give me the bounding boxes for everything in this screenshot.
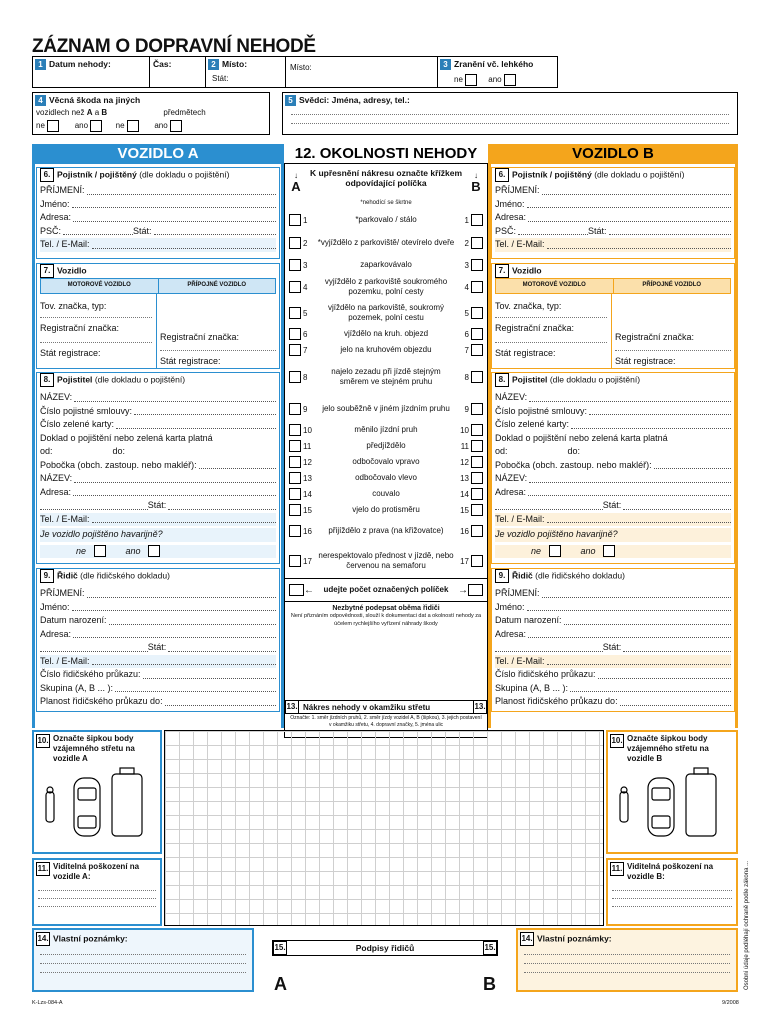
time-field[interactable]: Čas: (150, 56, 206, 88)
circumstance-row (285, 396, 487, 422)
circumstance-a-checkbox[interactable] (289, 237, 301, 249)
vehA-impact-section: 10. Označte šipkou body vzájemného střetu na vozidle A (32, 730, 162, 854)
circumstance-row (285, 470, 487, 486)
circumstance-b-checkbox[interactable] (471, 237, 483, 249)
vehB-driver-surname-input[interactable] (542, 597, 731, 598)
circumstance-row (285, 422, 487, 438)
damage-field: 4 Věcná škoda na jiných vozidlech než A a B předmětech ne ano ne ano (32, 92, 270, 135)
circumstances-list (285, 210, 487, 578)
vehA-notes-section[interactable]: 14. Vlastní poznámky: (32, 928, 254, 992)
vehA-psc-input[interactable] (63, 234, 133, 235)
circumstance-b-checkbox[interactable] (471, 344, 483, 356)
vehA-driver-state-input[interactable] (168, 651, 276, 652)
vehB-branch-address2-input[interactable] (495, 509, 603, 510)
vehA-policy-input[interactable] (134, 414, 276, 415)
circumstance-a-checkbox[interactable] (289, 371, 301, 383)
circumstance-label: jelo na kruhovém objezdu (340, 345, 432, 354)
damage-objects-yes-checkbox[interactable] (170, 120, 182, 132)
vehA-casco-no-checkbox[interactable] (94, 545, 106, 557)
circumstance-a-checkbox[interactable] (289, 214, 301, 226)
count-b-box[interactable] (468, 584, 483, 596)
circumstance-label: vjíždělo na parkoviště, soukromý pozemek, polní cestu (327, 303, 445, 322)
vehB-impact-section: 10. Označte šipkou body vzájemného střetu na vozidle B (606, 730, 738, 854)
vehA-branch-input[interactable] (199, 468, 276, 469)
circumstances-panel: ↓ A K upřesnění nákresu označte křížkem odpovídající políčka ↓ B *nehodící se škrtne 1 *parkovalo / stálo 1 2 *vyjíždělo z parkoviště/ otevírelo dveře 2 3 zaparkovávalo 3 4 vyjíždělo z parkoviště soukromého pozemku, polní cesty 4 5 vjíždělo na parkoviště, soukromý pozemek, polní cestu 5 6 vjíždělo na kruh. objezd 6 7 jelo na kruhovém objezdu 7 8 najelo zezadu při jízdě stejným směrem ve stejném pruhu 8 9 jelo souběžně v jiném jízdním pruhu 9 10 měnilo jízdní pruh 10 11 předjíždělo 11 12 odbočovalo vpravo 12 13 odbočovalo vlevo 13 14 couvalo 14 15 vjelo do protisměru 15 16 přijíždělo z prava (na křižovatce) 16 17 nerespektovalo přednost v jízdě, nebo červenou na semaforu 17 ← udejte počet označených políček → Nezbytné podepsat oběma řidiči Není přiznáním odpovědnosti, slouží k dokumentaci dat a okolností nehody za účelem rychlejšího vyřízení náhrady škody (284, 164, 488, 738)
circumstance-number-b: 6 (464, 329, 469, 339)
vehA-casco-yes-checkbox[interactable] (148, 545, 160, 557)
vehA-policyholder-section: 6. Pojistník / pojištěný (dle dokladu o pojištění) PŘÍJMENÍ: Jméno: Adresa: PSČ: Stát: Tel. / E-Mail: (36, 167, 280, 259)
circumstance-row (285, 438, 487, 454)
circumstance-number-a: 2 (303, 238, 308, 248)
sketch-title: 13. Nákres nehody v okamžiku střetu 13. (284, 700, 488, 714)
circumstance-label: odbočovalo vlevo (355, 473, 417, 482)
circumstance-b-checkbox[interactable] (471, 424, 483, 436)
signatures-title: 15. Podpisy řidičů 15. (272, 940, 498, 956)
vehB-vehicle-section: 7. Vozidlo MOTOROVÉ VOZIDLO PŘÍPOJNÉ VOZIDLO Tov. značka, typ: Registrační značka: Stát registrace: Registrační značka: Stát registrace: (491, 263, 735, 369)
vehB-driver-licence-input[interactable] (598, 678, 731, 679)
sketch-note: Označte: 1. směr jízdních pruhů, 2. směr jízdy vozidel A, B (šipkou), 3. jejich postavení v okamžiku střetu, 4. dopravní značky, 5. jména ulic (290, 715, 482, 728)
page-title: ZÁZNAM O DOPRAVNÍ NEHODĚ (32, 36, 316, 57)
circumstance-number-a: 8 (303, 372, 308, 382)
circumstance-b-checkbox[interactable] (471, 403, 483, 415)
vehB-vehicle-diagram-icon[interactable] (608, 766, 736, 842)
vehB-branch-name-input[interactable] (529, 482, 731, 483)
circumstance-a-checkbox[interactable] (289, 488, 301, 500)
circumstance-number-a: 6 (303, 329, 308, 339)
circumstance-number-a: 1 (303, 215, 308, 225)
circumstance-number-b: 10 (460, 425, 469, 435)
circumstance-number-a: 15 (303, 505, 312, 515)
vehB-psc-input[interactable] (518, 234, 588, 235)
circumstance-a-checkbox[interactable] (289, 424, 301, 436)
circumstance-b-checkbox[interactable] (471, 214, 483, 226)
vehA-driver-section: 9. Řidič (dle řidičského dokladu) PŘÍJMENÍ: Jméno: Datum narození: Adresa: Stát: Tel. / E-Mail: Číslo řidičského průkazu: Skupina (A, B ... ): Planost řidičského průkazu do: (36, 568, 280, 712)
vehB-driver-valid-input[interactable] (620, 705, 731, 706)
circumstance-row (285, 486, 487, 502)
circumstance-b-checkbox[interactable] (471, 504, 483, 516)
vehB-driver-address2-input[interactable] (495, 651, 603, 652)
circumstance-label: *vyjíždělo z parkoviště/ otevírelo dveře (317, 238, 455, 247)
circumstance-number-a: 10 (303, 425, 312, 435)
circumstance-number-a: 16 (303, 526, 312, 536)
vehA-state-input[interactable] (154, 234, 276, 235)
circumstance-number-a: 5 (303, 308, 308, 318)
vehA-driver-group-input[interactable] (115, 691, 276, 692)
circumstance-number-a: 7 (303, 345, 308, 355)
circumstance-a-checkbox[interactable] (289, 307, 301, 319)
circumstance-b-checkbox[interactable] (471, 281, 483, 293)
circumstance-number-b: 9 (464, 404, 469, 414)
circumstance-label: couvalo (372, 489, 400, 498)
circumstance-number-b: 7 (464, 345, 469, 355)
circumstance-row (285, 256, 487, 274)
circumstance-label: najelo zezadu při jízdě stejným směrem ve stejném pruhu (331, 367, 441, 386)
circumstance-label: vyjíždělo z parkoviště soukromého pozemku, polní cesty (324, 277, 448, 296)
vehA-driver-name-input[interactable] (72, 610, 276, 611)
circumstance-a-checkbox[interactable] (289, 504, 301, 516)
damage-vehicles-yes-checkbox[interactable] (90, 120, 102, 132)
vehB-tel-input[interactable] (547, 248, 731, 249)
circumstance-number-b: 15 (460, 505, 469, 515)
vehA-vehicle-section: 7. Vozidlo MOTOROVÉ VOZIDLO PŘÍPOJNÉ VOZIDLO Tov. značka, typ: Registrační značka: Stát registrace: Registrační značka: Stát registrace: (36, 263, 280, 369)
circumstance-number-b: 12 (460, 457, 469, 467)
circumstance-row (285, 326, 487, 342)
circumstance-number-b: 11 (460, 441, 469, 451)
vehA-branch-tel-input[interactable] (92, 522, 276, 523)
vehA-driver-address-input[interactable] (73, 637, 276, 638)
injured-no-checkbox[interactable] (465, 74, 477, 86)
vehB-driver-group-input[interactable] (570, 691, 731, 692)
circumstance-label: nerespektovalo přednost v jízdě, nebo červenou na semaforu (318, 551, 454, 570)
circumstance-b-checkbox[interactable] (471, 456, 483, 468)
circumstance-row (285, 342, 487, 358)
circumstance-b-checkbox[interactable] (471, 440, 483, 452)
circumstance-row (285, 358, 487, 396)
vehA-surname-input[interactable] (87, 194, 276, 195)
circumstance-a-checkbox[interactable] (289, 472, 301, 484)
vehB-branch-address-input[interactable] (528, 495, 731, 496)
circumstance-row (285, 230, 487, 256)
circumstance-number-b: 3 (464, 260, 469, 270)
circumstance-a-checkbox[interactable] (289, 281, 301, 293)
circumstance-number-a: 9 (303, 404, 308, 414)
circumstance-number-a: 3 (303, 260, 308, 270)
place-field[interactable]: 2 Místo: Stát: (206, 56, 286, 88)
vehA-damage-section: 11. Viditelná poškození na vozidle A: (32, 858, 162, 926)
vehA-driver-surname-input[interactable] (87, 597, 276, 598)
vehB-driver-name-input[interactable] (527, 610, 731, 611)
vehicle-a-header: VOZIDLO A (32, 144, 284, 164)
circumstances-header: 12. OKOLNOSTI NEHODY (284, 144, 488, 164)
damage-objects-no-checkbox[interactable] (127, 120, 139, 132)
vehA-driver-birth-input[interactable] (109, 624, 276, 625)
vehB-driver-address-input[interactable] (528, 637, 731, 638)
circumstance-a-checkbox[interactable] (289, 555, 301, 567)
injured-yes-checkbox[interactable] (504, 74, 516, 86)
circumstance-a-checkbox[interactable] (289, 259, 301, 271)
circumstance-a-checkbox[interactable] (289, 440, 301, 452)
circumstance-number-b: 13 (460, 473, 469, 483)
circumstance-label: odbočovalo vpravo (352, 457, 420, 466)
vehA-driver-valid-input[interactable] (165, 705, 276, 706)
vehA-branch-name-input[interactable] (74, 482, 276, 483)
sketch-grid[interactable] (164, 730, 604, 926)
vehB-casco-yes-checkbox[interactable] (603, 545, 615, 557)
circumstance-b-checkbox[interactable] (471, 555, 483, 567)
vehA-tel-input[interactable] (92, 248, 276, 249)
witnesses-field[interactable]: 5 Svědci: Jména, adresy, tel.: (282, 92, 738, 135)
circumstance-number-a: 13 (303, 473, 312, 483)
circumstance-row (285, 274, 487, 300)
vehA-branch-state-input[interactable] (168, 509, 276, 510)
damage-vehicles-no-checkbox[interactable] (47, 120, 59, 132)
circumstance-number-a: 11 (303, 441, 312, 451)
circumstance-b-checkbox[interactable] (471, 328, 483, 340)
circumstance-number-a: 17 (303, 556, 312, 566)
vehA-address-input[interactable] (73, 221, 276, 222)
circumstance-b-checkbox[interactable] (471, 259, 483, 271)
vehB-driver-state-input[interactable] (623, 651, 731, 652)
circumstance-row (285, 300, 487, 326)
vehB-driver-tel-input[interactable] (547, 664, 731, 665)
circumstance-number-a: 12 (303, 457, 312, 467)
vehB-insurer-name-input[interactable] (529, 401, 731, 402)
circumstance-number-a: 14 (303, 489, 312, 499)
vehB-branch-input[interactable] (654, 468, 731, 469)
circumstance-row (285, 502, 487, 518)
circumstance-label: jelo souběžně v jiném jízdním pruhu (322, 404, 450, 413)
circumstance-number-b: 5 (464, 308, 469, 318)
circumstance-number-b: 17 (460, 556, 469, 566)
circumstance-a-checkbox[interactable] (289, 456, 301, 468)
vehB-notes-section[interactable]: 14. Vlastní poznámky: (516, 928, 738, 992)
injured-field: 3 Zranění vč. lehkého ne ano (438, 56, 558, 88)
vehB-branch-tel-input[interactable] (547, 522, 731, 523)
circumstance-label: měnilo jízdní pruh (354, 425, 418, 434)
circumstance-b-checkbox[interactable] (471, 307, 483, 319)
vehB-address-input[interactable] (528, 221, 731, 222)
circumstance-number-b: 1 (464, 215, 469, 225)
vehB-branch-state-input[interactable] (623, 509, 731, 510)
circumstance-a-checkbox[interactable] (289, 403, 301, 415)
circumstance-b-checkbox[interactable] (471, 472, 483, 484)
vehB-insurer-section: 8. Pojistitel (dle dokladu o pojištění) NÁZEV: Číslo pojistné smlouvy: Číslo zelené karty: Doklad o pojištění nebo zelená karta platná od: do: Pobočka (obch. zastoup. nebo makléř): NÁZEV: Adresa: Stát: Tel. / E-Mail: Je vozidlo pojištěno havarijně? ne ano (491, 372, 735, 564)
date-field[interactable]: 1 Datum nehody: (32, 56, 150, 88)
vehA-driver-licence-input[interactable] (143, 678, 276, 679)
vehA-driver-tel-input[interactable] (92, 664, 276, 665)
vehA-insurer-name-input[interactable] (74, 401, 276, 402)
vehB-surname-input[interactable] (542, 194, 731, 195)
vehB-driver-birth-input[interactable] (564, 624, 731, 625)
vehB-greencard-input[interactable] (571, 428, 731, 429)
place2-field[interactable]: Místo: (286, 56, 438, 88)
signatures-area[interactable] (272, 956, 498, 996)
vehicle-b-header: VOZIDLO B (488, 144, 738, 164)
circumstance-a-checkbox[interactable] (289, 328, 301, 340)
vehA-name-input[interactable] (72, 207, 276, 208)
circumstance-number-b: 14 (460, 489, 469, 499)
circumstance-row (285, 454, 487, 470)
footer-code: K-Lzs-084-A (32, 1000, 63, 1006)
circumstance-row (285, 544, 487, 578)
vehA-insurer-section: 8. Pojistitel (dle dokladu o pojištění) NÁZEV: Číslo pojistné smlouvy: Číslo zelené karty: Doklad o pojištění nebo zelená karta platná od: do: Pobočka (obch. zastoup. nebo makléř): NÁZEV: Adresa: Stát: Tel. / E-Mail: Je vozidlo pojištěno havarijně? ne ano (36, 372, 280, 564)
vehB-policy-input[interactable] (589, 414, 731, 415)
circumstance-number-b: 4 (464, 282, 469, 292)
side-note: Osobní údaje podléhají ochraně podle zákona ... (744, 860, 750, 990)
signature-a-letter: A (274, 974, 287, 994)
circumstance-b-checkbox[interactable] (471, 525, 483, 537)
vehB-driver-section: 9. Řidič (dle řidičského dokladu) PŘÍJMENÍ: Jméno: Datum narození: Adresa: Stát: Tel. / E-Mail: Číslo řidičského průkazu: Skupina (A, B ... ): Planost řidičského průkazu do: (491, 568, 735, 712)
vehB-name-input[interactable] (527, 207, 731, 208)
circumstance-number-b: 2 (464, 238, 469, 248)
vehB-damage-section: 11. Viditelná poškození na vozidle B: (606, 858, 738, 926)
vehB-state-input[interactable] (609, 234, 731, 235)
circumstance-b-checkbox[interactable] (471, 371, 483, 383)
vehA-vehicle-diagram-icon[interactable] (34, 766, 160, 842)
circumstance-number-b: 16 (460, 526, 469, 536)
circumstance-row (285, 210, 487, 230)
circumstance-label: přijíždělo z prava (na křižovatce) (328, 526, 444, 535)
circumstance-label: zaparkovávalo (360, 260, 412, 269)
circumstance-row (285, 518, 487, 544)
vehA-driver-address2-input[interactable] (40, 651, 148, 652)
footer-date: 9/2008 (722, 1000, 739, 1006)
circumstance-label: vjelo do protisměru (352, 505, 420, 514)
circumstance-number-a: 4 (303, 282, 308, 292)
vehB-casco-no-checkbox[interactable] (549, 545, 561, 557)
count-row: ← udejte počet označených políček → (285, 578, 487, 601)
circumstance-label: vjíždělo na kruh. objezd (343, 329, 429, 338)
circumstance-a-checkbox[interactable] (289, 344, 301, 356)
signature-b-letter: B (483, 974, 496, 994)
circumstance-a-checkbox[interactable] (289, 525, 301, 537)
circumstance-b-checkbox[interactable] (471, 488, 483, 500)
circumstance-label: *parkovalo / stálo (355, 215, 417, 224)
circumstance-number-b: 8 (464, 372, 469, 382)
vehA-greencard-input[interactable] (116, 428, 276, 429)
vehA-branch-address-input[interactable] (73, 495, 276, 496)
count-a-box[interactable] (289, 584, 304, 596)
circumstance-label: předjíždělo (366, 441, 406, 450)
vehB-policyholder-section: 6. Pojistník / pojištěný (dle dokladu o pojištění) PŘÍJMENÍ: Jméno: Adresa: PSČ: Stát: Tel. / E-Mail: (491, 167, 735, 259)
vehA-branch-address2-input[interactable] (40, 509, 148, 510)
